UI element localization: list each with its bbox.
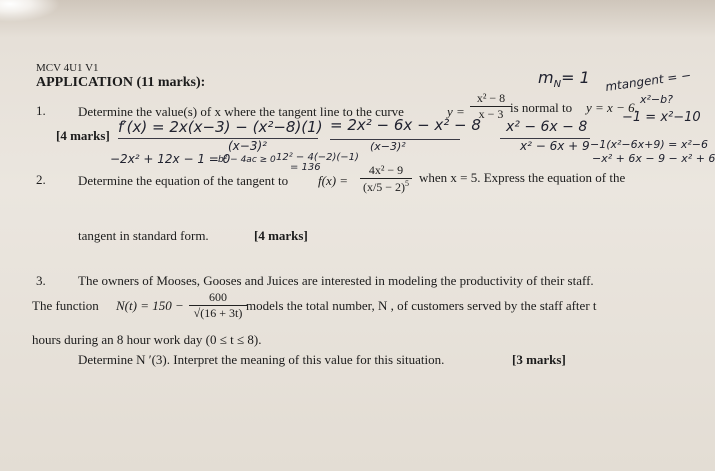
- hw-mn: $m_N= 1$: [538, 68, 590, 91]
- hw-corner-frac: x²−b?: [640, 93, 673, 106]
- hw-simplify: = 2x² − 6x − x² − 8: [330, 116, 481, 134]
- q1-text-a: Determine the value(s) of x where the tangent line to the curve: [78, 104, 404, 119]
- q3-line1: The owners of Mooses, Gooses and Juices are interested in modeling the productivity of their staff.: [78, 273, 594, 288]
- q3-line2-b: models the total number, N , of customers served by the staff after t: [246, 298, 597, 313]
- q3-marks: [3 marks]: [512, 352, 566, 367]
- q2-marks: [4 marks]: [254, 228, 308, 243]
- hw-result-num: x² − 6x − 8: [506, 119, 588, 135]
- section-title: APPLICATION (11 marks):: [36, 75, 206, 90]
- hw-discriminant-calc: 12² − 4(−2)(−1): [276, 152, 359, 163]
- q1-text-b: is normal to: [510, 100, 573, 115]
- q2-number: 2.: [36, 172, 46, 187]
- q2-text-a: Determine the equation of the tangent to: [78, 173, 289, 188]
- hw-expand: −x² + 6x − 9 − x² + 6: [592, 152, 715, 165]
- q3-number: 3.: [36, 273, 46, 288]
- q1-curve-fraction: $\frac{\text{x² − 8}}{x - 3}$: [470, 91, 512, 122]
- q3-func: N(t) = 150 −: [116, 298, 184, 313]
- hw-result-den: x² − 6x + 9: [520, 139, 590, 153]
- q3-line3: hours during an 8 hour work day (0 ≤ t ≤ 8).: [32, 332, 262, 347]
- hw-discriminant: b² − 4ac ≥ 0: [218, 155, 276, 165]
- q1-curve-lhs: y =: [447, 104, 465, 119]
- hw-derivative: f′(x) = 2x(x−3) − (x²−8)(1): [118, 118, 323, 136]
- q2-text-b: when x = 5. Express the equation of the: [419, 170, 626, 185]
- hw-mtangent: mtangent = −: [604, 68, 692, 94]
- hw-discriminant-value: = 136: [290, 162, 321, 173]
- q3-func-fraction: $\frac{600}{√(16 + 3t)}$: [189, 290, 247, 321]
- q3-line4: Determine N ′(3). Interpret the meaning of this value for this situation.: [78, 352, 445, 367]
- q1-line: y = x − 6.: [586, 100, 638, 115]
- course-code: MCV 4U1 V1: [36, 62, 99, 74]
- hw-corner-eq: −1 = x²−10: [622, 110, 701, 125]
- q2-text-c: tangent in standard form.: [78, 228, 209, 243]
- hw-derivative-bar: [118, 138, 318, 139]
- hw-cross-multiply: −1(x²−6x+9) = x²−6: [590, 138, 709, 151]
- q1-marks: [4 marks]: [56, 128, 110, 143]
- q1-number: 1.: [36, 103, 46, 118]
- hw-derivative-den: (x−3)²: [228, 139, 267, 153]
- q2-fx: f(x) =: [318, 173, 349, 188]
- q3-line2-a: The function: [32, 298, 99, 313]
- q2-fraction: $\frac{\text{4x² − 9}}{(x/5 - 2)^5}$: [360, 163, 412, 195]
- page-corner: [0, 0, 60, 22]
- hw-simplify-den: (x−3)²: [370, 140, 406, 153]
- hw-quadratic: −2x² + 12x − 1 = 0: [110, 152, 231, 166]
